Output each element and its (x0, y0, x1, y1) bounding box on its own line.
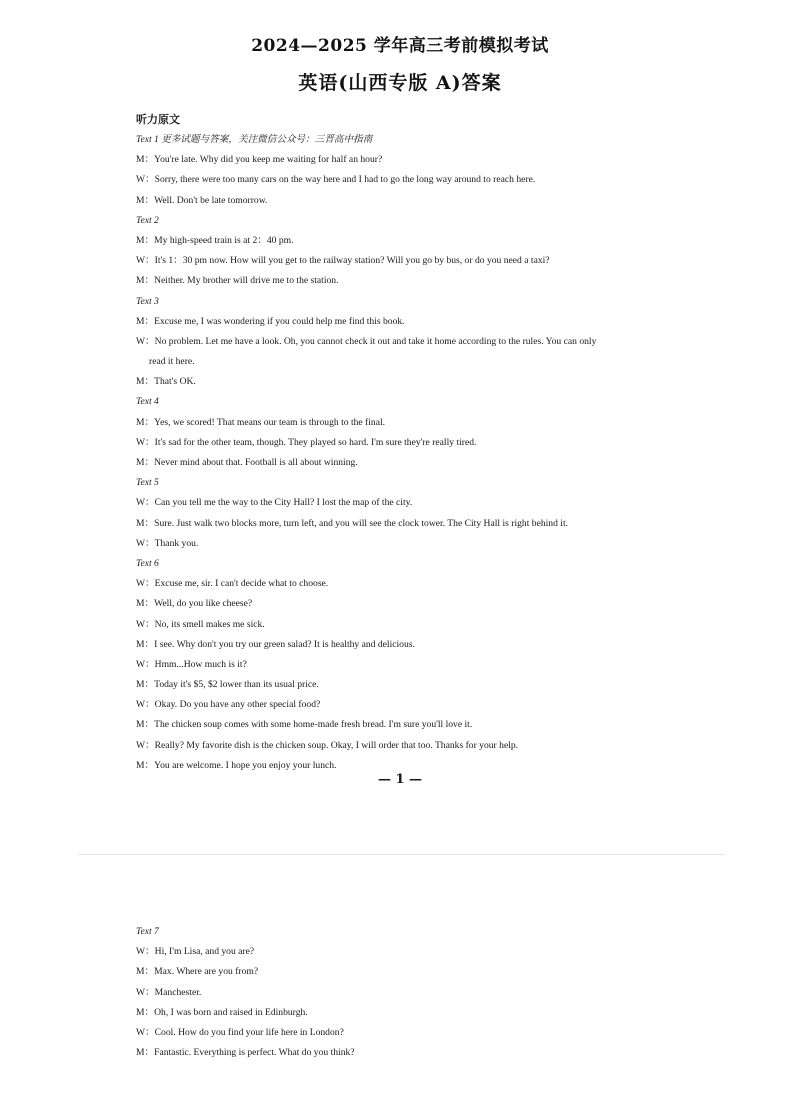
page-number: — 1 — (377, 772, 423, 787)
transcript-line: read it here. (149, 356, 195, 368)
transcript-line: W：It's sad for the other team, though. They played so hard. I'm sure they're really tired. (136, 436, 477, 448)
transcript-line: M：My high-speed train is at 2：40 pm. (136, 234, 294, 246)
text-label: Text 4 (136, 396, 159, 408)
transcript-line: M：Well. Don't be late tomorrow. (136, 194, 268, 206)
transcript-line: M：That's OK. (136, 376, 196, 388)
transcript-line: M：You're late. Why did you keep me waiting for half an hour? (136, 154, 383, 166)
transcript-line: W：Manchester. (136, 986, 202, 998)
transcript-line: M：You are welcome. I hope you enjoy your lunch. (136, 759, 337, 771)
transcript-line: W：Can you tell me the way to the City Hall? I lost the map of the city. (136, 497, 413, 509)
transcript-line: W：Hi, I'm Lisa, and you are? (136, 946, 255, 958)
transcript-line: M：Fantastic. Everything is perfect. What do you think? (136, 1047, 355, 1059)
transcript-line: M：Oh, I was born and raised in Edinburgh. (136, 1006, 308, 1018)
text-label: Text 6 (136, 557, 159, 569)
text-label: Text 7 (136, 926, 159, 937)
transcript-line: M：Yes, we scored! That means our team is through to the final. (136, 416, 386, 428)
transcript-line: M：Well, do you like cheese? (136, 598, 253, 610)
transcript-line: M：Never mind about that. Football is all about winning. (136, 457, 358, 468)
page-2-transcript (136, 922, 666, 1063)
transcript-line: W：Cool. How do you find your life here in London? (136, 1026, 344, 1038)
transcript-line: M：The chicken soup comes with some home-made fresh bread. I'm sure you'll love it. (136, 719, 473, 731)
document-title: 2024—2025 学年高三考前模拟考试 (251, 36, 549, 56)
transcript-line: W：Really? My favorite dish is the chicken soup. Okay, I will order that too. Thanks for your help. (136, 739, 519, 751)
text-label: Text 1 更多试题与答案，关注微信公众号：三晋高中指南 (136, 134, 373, 145)
transcript-line: W：No problem. Let me have a look. Oh, you cannot check it out and take it home according to the rules. You can only (136, 335, 597, 347)
transcript-line: W：Excuse me, sir. I can't decide what to choose. (136, 578, 329, 590)
transcript-line: M：Max. Where are you from? (136, 966, 259, 978)
transcript-line: M：Neither. My brother will drive me to the station. (136, 275, 339, 287)
text-label: Text 5 (136, 477, 159, 489)
document-subtitle: 英语(山西专版 A)答案 (298, 72, 502, 94)
text-label: Text 3 (136, 295, 159, 307)
transcript-line: M：Excuse me, I was wondering if you could help me find this book. (136, 315, 405, 327)
transcript-line: W：No, its smell makes me sick. (136, 618, 265, 630)
page-divider (78, 854, 726, 855)
transcript-line: W：Sorry, there were too many cars on the way here and I had to go the long way around to reach here. (136, 174, 536, 186)
transcript-line: M：I see. Why don't you try our green salad? It is healthy and delicious. (136, 638, 415, 650)
text-label: Text 2 (136, 214, 159, 226)
transcript-line: W：Hmm...How much is it? (136, 658, 247, 670)
transcript-line: W：Thank you. (136, 537, 199, 549)
transcript-line: W：Okay. Do you have any other special food? (136, 699, 321, 711)
transcript-line: M：Today it's $5, $2 lower than its usual price. (136, 679, 319, 691)
transcript-line: M：Sure. Just walk two blocks more, turn left, and you will see the clock tower. The City Hall is right behind it. (136, 517, 569, 529)
page-1-transcript (136, 130, 666, 776)
transcript-line: W：It's 1：30 pm now. How will you get to the railway station? Will you go by bus, or do you need a taxi? (136, 255, 550, 267)
section-heading: 听力原文 (136, 113, 180, 126)
